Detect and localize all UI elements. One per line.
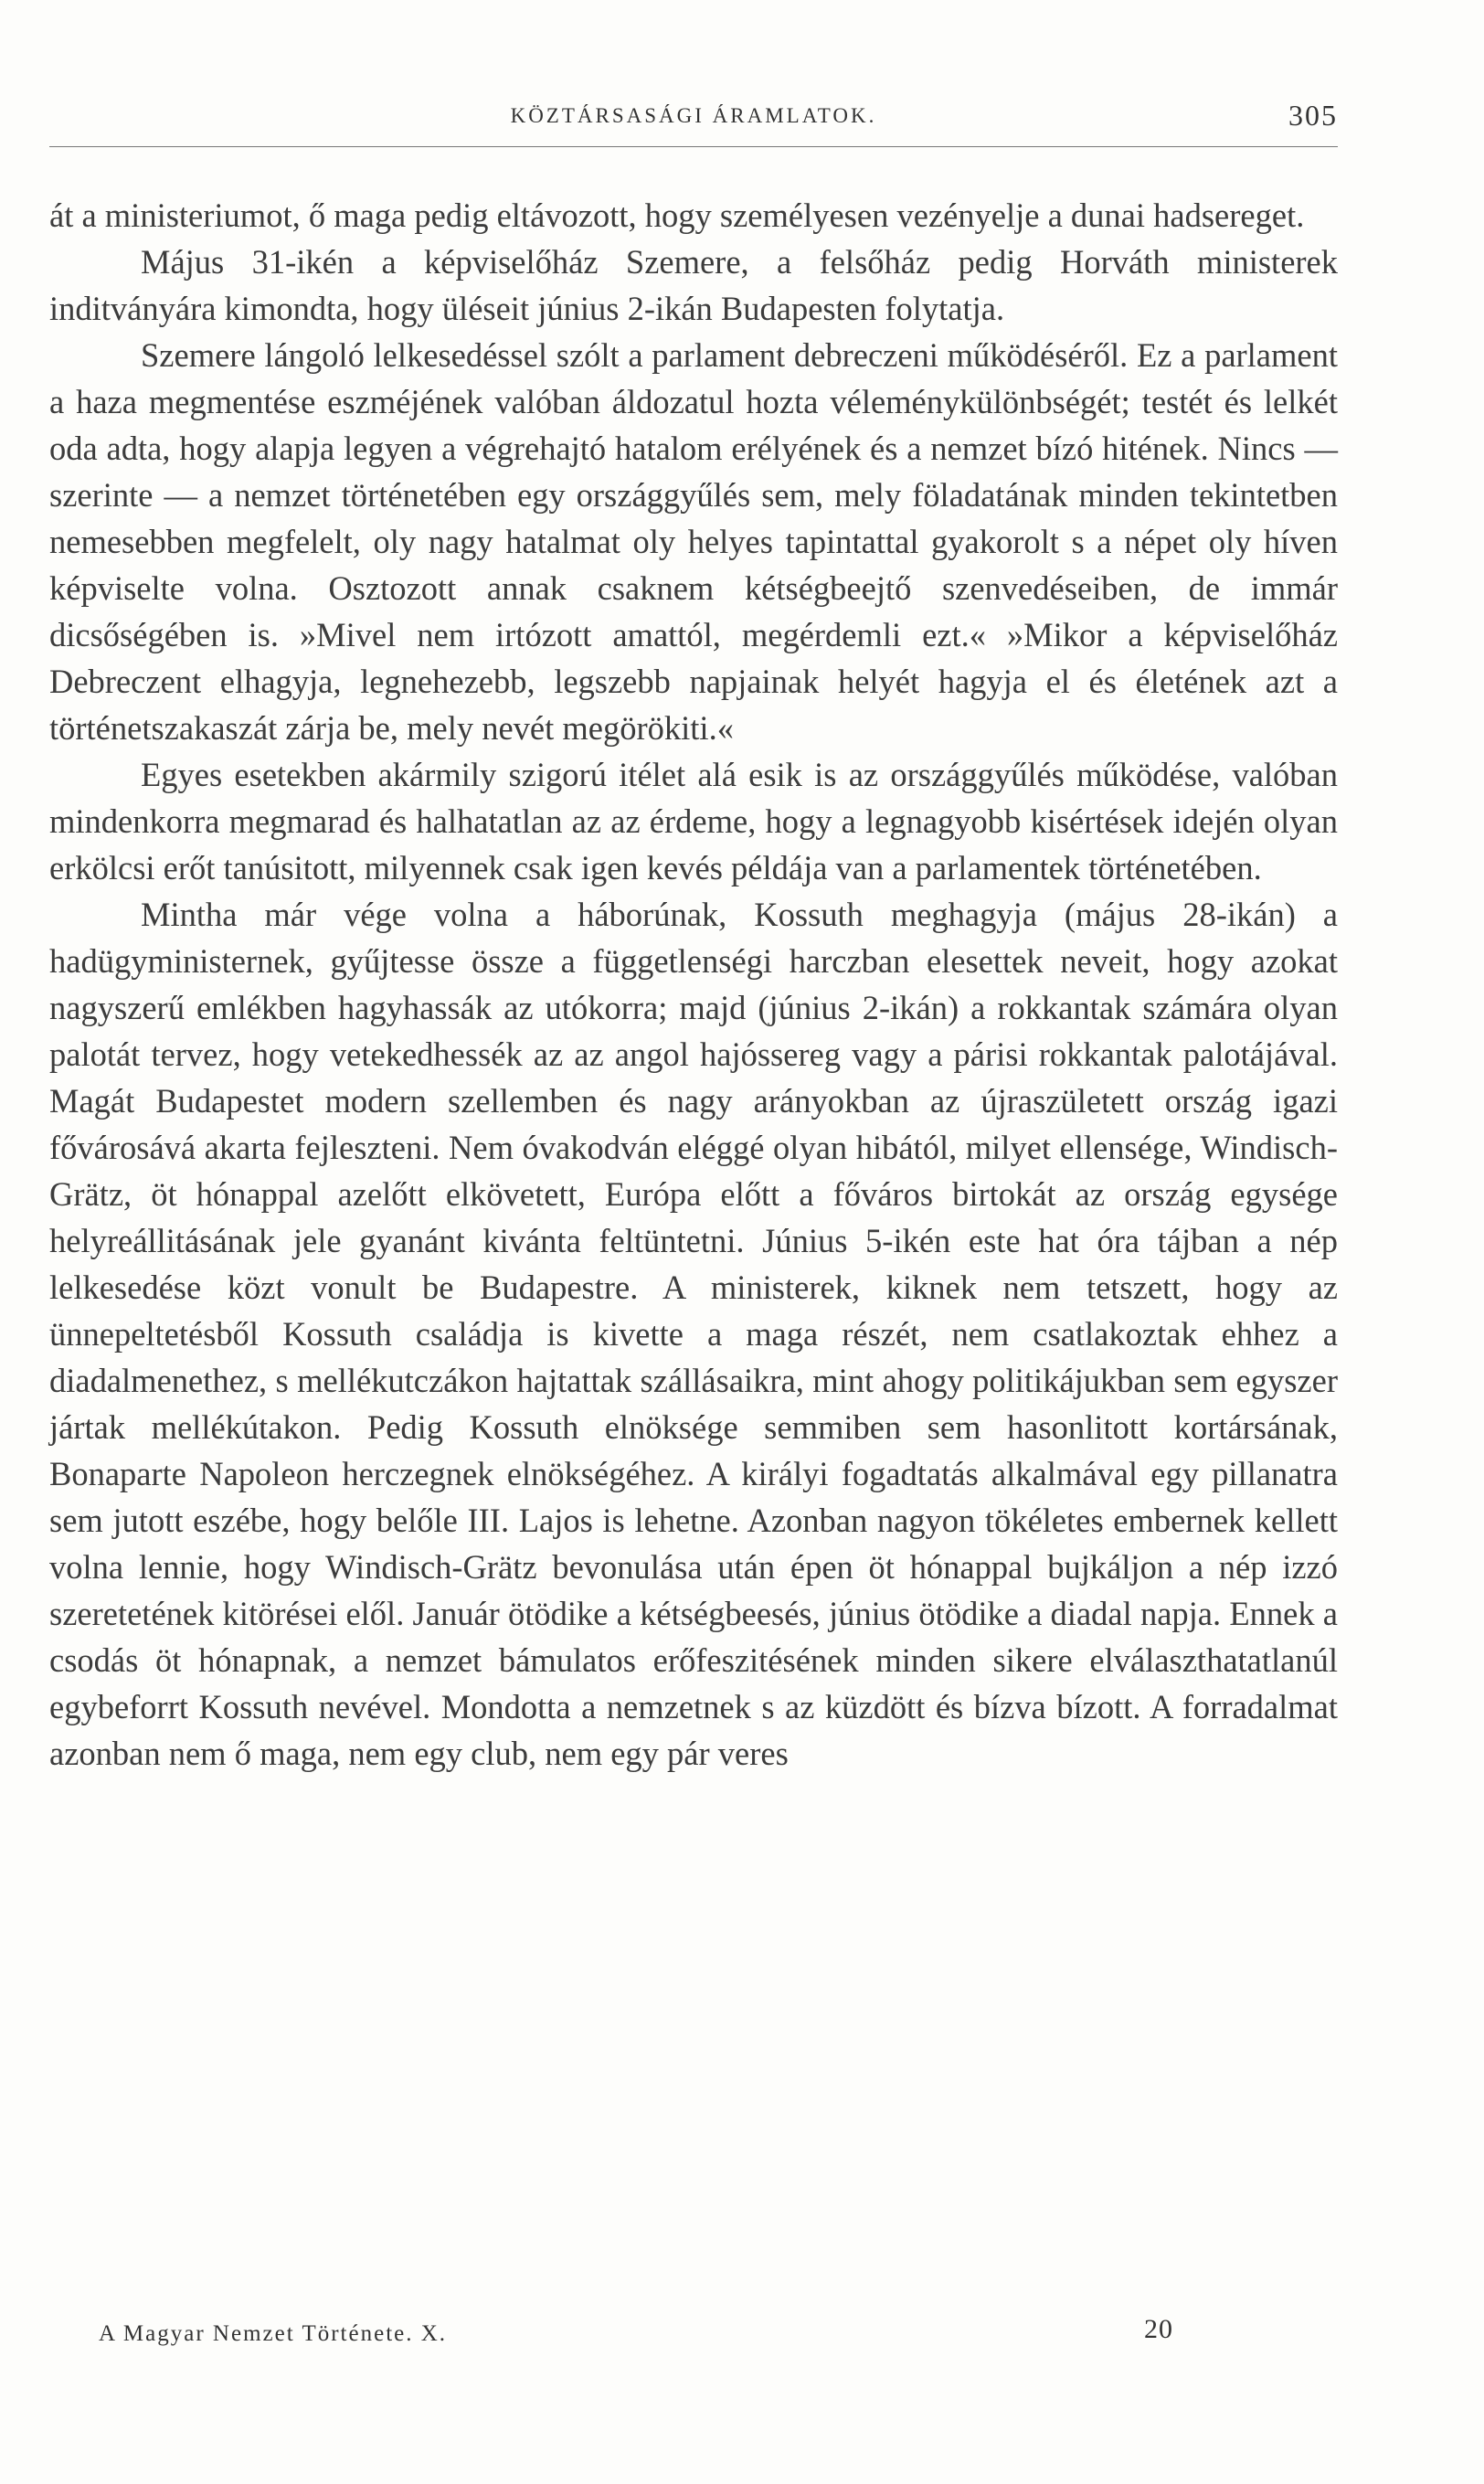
- book-signature: A Magyar Nemzet Története. X.: [99, 2321, 448, 2346]
- body-text: [49, 192, 1338, 1777]
- header-rule: [49, 146, 1338, 147]
- page-header: [49, 99, 1338, 144]
- paragraph: Egyes esetekben akármily szigorú itélet alá esik is az országgyűlés működése, valóban mindenkorra megmarad és halhatatlan az az érdeme, hogy a legnagyobb kisértések idején olyan erkölcsi erőt tanúsitott, milyennek csak igen kevés példája van a parlamentek történetében.: [49, 756, 1338, 886]
- paragraph: Május 31-ikén a képviselőház Szemere, a felsőház pedig Horváth ministerek inditványára kimondta, hogy üléseit június 2-ikán Budapesten folytatja.: [49, 243, 1338, 327]
- running-title: KÖZTÁRSASÁGI ÁRAMLATOK.: [510, 104, 877, 127]
- paragraph: Mintha már vége volna a háborúnak, Kossuth meghagyja (május 28-ikán) a hadügyministernek, gyűjtesse össze a függetlenségi harczban elesettek neveit, hogy azokat nagyszerű emlékben hagyhassák az utókorra; majd (június 2-ikán) a rokkantak számára olyan palotát tervez, hogy vetekedhessék az az angol hajóssereg vagy a párisi rokkantak palotájával. Magát Budapestet modern szellemben és nagy arányokban az újraszületett ország igazi fővárosává akarta fejleszteni. Nem óvakodván eléggé olyan hibától, milyet ellensége, Windisch-Grätz, öt hónappal azelőtt elkövetett, Európa előtt a főváros birtokát az ország egysége helyreállitásának jele gyanánt kivánta feltüntetni. Június 5-ikén este hat óra tájban a nép lelkesedése közt vonult be Budapestre. A ministerek, kiknek nem tetszett, hogy az ünnepeltetésből Kossuth családja is kivette a maga részét, nem csatlakoztak ehhez a diadalmenethez, s mellékutczákon hajtattak szállásaikra, mint ahogy politikájukban sem egyszer jártak mellékútakon. Pedig Kossuth elnöksége semmiben sem hasonlitott kortársának, Bonaparte Napoleon herczegnek elnökségéhez. A királyi fogadtatás alkalmával egy pillanatra sem jutott eszébe, hogy belőle III. Lajos is lehetne. Azonban nagyon tökéletes embernek kellett volna lennie, hogy Windisch-Grätz bevonulása után épen öt hónappal bujkáljon a nép izzó szeretetének kitörései elől. Január ötödike a kétségbeesés, június ötödike a diadal napja. Ennek a csodás öt hónapnak, a nemzet bámulatos erőfeszitésének minden sikere elválaszthatatlanúl egybeforrt Kossuth nevével. Mondotta a nemzetnek s az küzdött és bízva bízott. A forradalmat azonban nem ő maga, nem egy club, nem egy pár veres: [49, 896, 1338, 1772]
- paragraph-continuation: át a ministeriumot, ő maga pedig eltávozott, hogy személyesen vezényelje a dunai hadsereget.: [49, 196, 1305, 234]
- paragraph: Szemere lángoló lelkesedéssel szólt a parlament debreczeni működéséről. Ez a parlament a haza megmentése eszméjének valóban áldozatul hozta véleménykülönbségét; testét és lelkét oda adta, hogy alapja legyen a végrehajtó hatalom erélyének és a nemzet bízó hitének. Nincs — szerinte — a nemzet történetében egy országgyűlés sem, mely föladatának minden tekintetben nemesebben megfelelt, oly nagy hatalmat oly helyes tapintattal gyakorolt s a népet oly híven képviselte volna. Osztozott annak csaknem kétségbeejtő szenvedéseiben, de immár dicsőségében is. »Mivel nem irtózott amattól, megérdemli ezt.« »Mikor a képviselőház Debreczent elhagyja, legnehezebb, legszebb napjainak helyét hagyja el és életének azt a történetszakaszát zárja be, mely nevét megörökiti.«: [49, 336, 1338, 747]
- page-footer: [49, 2314, 1338, 2360]
- page-number: 305: [1288, 99, 1338, 132]
- sheet-number: 20: [1144, 2314, 1173, 2344]
